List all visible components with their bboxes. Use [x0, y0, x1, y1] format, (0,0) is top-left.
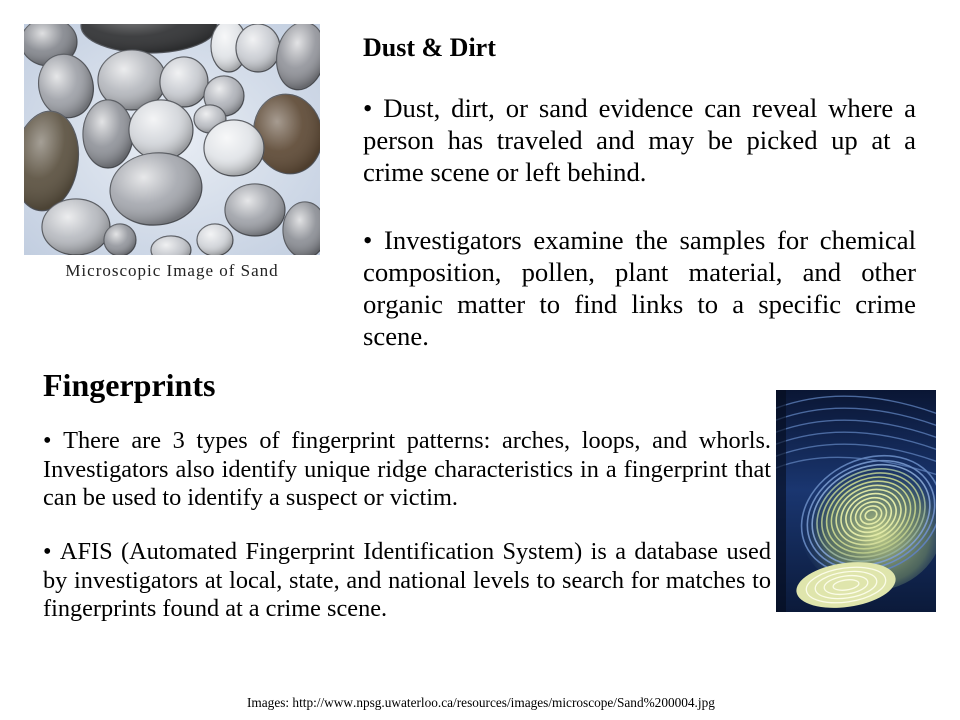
sand-grain: [129, 100, 193, 160]
fingerprint-bullet-1: • There are 3 types of fingerprint patterns: arches, loops, and whorls. Investigators also identify unique ridge characteristics in a fingerprint that can be used to identify a suspect or victim.: [43, 427, 771, 511]
sand-grain: [160, 57, 208, 107]
fingerprint-bullet-2: • AFIS (Automated Fingerprint Identification System) is a database used by investigators at local, state, and national levels to search for matches to fingerprints found at a crime scene.: [43, 538, 771, 622]
sand-grain: [204, 120, 264, 176]
sand-grain: [42, 199, 110, 255]
sand-grain: [236, 24, 280, 72]
fingerprint-image: [776, 390, 936, 612]
dust-dirt-heading: Dust & Dirt: [363, 33, 496, 62]
sand-grain: [197, 224, 233, 255]
fingerprint-left-shadow: [776, 390, 786, 612]
dust-bullet-1: • Dust, dirt, or sand evidence can reveal where a person has traveled and may be picked up at a crime scene or left behind.: [363, 93, 916, 187]
sand-microscope-image: [24, 24, 320, 255]
sand-grain: [104, 224, 136, 255]
sand-grain: [225, 184, 285, 236]
sand-grain: [83, 100, 133, 168]
image-credit: Images: http://www.npsg.uwaterloo.ca/resources/images/microscope/Sand%200004.jpg: [247, 695, 715, 710]
sand-image-caption: Microscopic Image of Sand: [65, 261, 279, 280]
dust-bullet-2: • Investigators examine the samples for chemical composition, pollen, plant material, and other organic matter to find links to a specific crime scene.: [363, 225, 916, 351]
fingerprints-heading: Fingerprints: [43, 367, 216, 403]
